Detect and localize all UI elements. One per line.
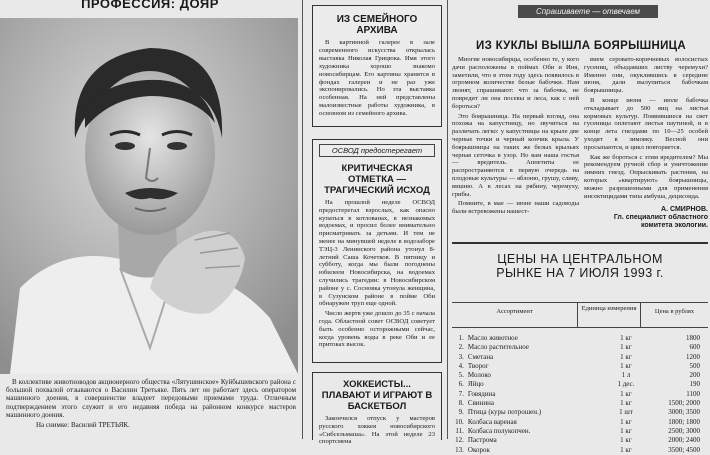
- prices-row-number: 8.: [458, 399, 464, 408]
- photo-caption-text: В коллективе животноводов акционерного общества «Лятушинское» Куйбышевского района с большой похвалой отзываются о Василии Третьяке. Пять лет он работает здесь оператором машинного доения, в совершенстве владеет передовыми приемами труда. Отличным подтверждением этого служит и его недавняя победа на районном конкурсе мастеров машинного доения.: [6, 378, 296, 419]
- prices-row-unit: 1 дес.: [617, 380, 635, 389]
- question-separator: [452, 242, 708, 244]
- column-divider-left: [302, 0, 303, 439]
- prices-row-number: 11.: [455, 426, 464, 435]
- hockey-article: [312, 372, 442, 446]
- prices-row-number: 9.: [458, 408, 464, 417]
- prices-row-price: 1800; 1800: [668, 417, 700, 426]
- prices-row-number: 10.: [455, 417, 464, 426]
- prices-row: [452, 390, 708, 399]
- prices-row-price: 1100: [686, 389, 700, 398]
- prices-row: [452, 418, 708, 427]
- prices-row-item: Говядина: [467, 389, 496, 398]
- prices-row-number: 1.: [458, 334, 464, 342]
- question-author: [584, 206, 708, 230]
- prices-row: [452, 399, 708, 408]
- prices-title: ЦЕНЫ НА ЦЕНТРАЛЬНОМ РЫНКЕ НА 7 ИЮЛЯ 1993 г.: [496, 252, 664, 280]
- prices-row-unit: 1 кг: [620, 352, 632, 361]
- prices-row-price: 2500; 3000: [668, 426, 700, 435]
- prices-row-price: 1200: [686, 352, 700, 361]
- question-left-paragraph-2: Это боярышница. На первый взгляд, она похожа на капустницу, но звучиться на различать легко: у капустницы на крыле две черные точки и черный кончик крыла. У боярышницы на таких же белых крыльях черная сеточка в узор. Но вам наша гостья — вредитель. Аппетиты ее распространяются в первую очередь на плодовые культуры — яблоню, грушу, сливу, вишню. А в лесах на рябину, черемуху, грибы.: [452, 112, 579, 198]
- prices-row: [452, 380, 708, 389]
- prices-row-unit: 1 кг: [620, 389, 632, 398]
- prices-row-number: 12.: [455, 436, 464, 445]
- prices-row-unit: 1 кг: [620, 436, 632, 445]
- osvod-box: [312, 139, 442, 363]
- osvod-paragraph-2: Число жертв уже дошло до 35 с начала года. Областной совет ОСВОД советует быть особенно осторожными сейчас, когда уровень воды в реке Оби и ее притоках высок.: [319, 310, 435, 349]
- prices-row: [452, 408, 708, 417]
- archive-box: [312, 5, 442, 127]
- prices-row-unit: 1 кг: [620, 343, 632, 352]
- question-right-paragraph-3: Как же бороться с этим вредителем? Мы рекомендуем ручной сбор и уничтожение зимних гнезд. Опрыскивать растения, на которых «квартируют» боярышницы, можно разрешенными для применения инсектицидами типа амбуша, децисоида.: [584, 153, 708, 200]
- prices-row-number: 7.: [458, 389, 464, 398]
- prices-row-item: Окорок: [467, 445, 490, 454]
- prices-row-unit: 1 кг: [620, 417, 632, 426]
- prices-row-price: 2000; 2400: [668, 436, 700, 445]
- prices-row-price: 600: [689, 343, 700, 352]
- prices-row-price: 3000; 3500: [668, 408, 700, 417]
- prices-table-frame: [452, 302, 708, 454]
- prices-table-header: [452, 303, 708, 328]
- osvod-title: КРИТИЧЕСКАЯ ОТМЕТКА — ТРАГИЧЕСКИЙ ИСХОД: [324, 163, 430, 196]
- question-left-column: [452, 56, 579, 246]
- prices-row: [452, 446, 708, 455]
- portrait-photo: [0, 18, 298, 374]
- question-left-paragraph-1: Многие новосибирцы, особенно те, у кого дачи расположены в поймах Оби и Иня, заметили, что в этом году здесь появилось в огромном количестве белые бабочки. Нам звонят, спрашивают: что за бабочка, не повредит ли она посевы и леса, как с ней бороться?: [452, 56, 579, 110]
- prices-row: [452, 343, 708, 352]
- question-author-name: А. СМИРНОВ.: [661, 206, 708, 213]
- question-author-title: Гл. специалист областного комитета экологии.: [613, 214, 708, 229]
- question-title: ИЗ КУКЛЫ ВЫШЛА БОЯРЫШНИЦА: [476, 40, 686, 52]
- prices-row-item: Птица (куры потрошен.): [467, 408, 542, 417]
- prices-row-number: 3.: [458, 352, 464, 361]
- prices-header-unit: Единица измерения: [577, 303, 641, 327]
- prices-row-price: 3500; 4500: [668, 445, 700, 454]
- prices-row: [452, 353, 708, 362]
- prices-row-unit: 1 кг: [620, 399, 632, 408]
- prices-row-price: 500: [689, 361, 700, 370]
- photo-caption-credit: На снимке: Василий ТРЕТЬЯК.: [36, 421, 130, 430]
- prices-row-number: 2.: [458, 343, 464, 352]
- prices-row-item: Сметана: [467, 352, 494, 361]
- prices-row: [452, 371, 708, 380]
- prices-row-price: 200: [689, 371, 700, 380]
- prices-row-unit: 1 кг: [620, 445, 632, 454]
- prices-table-body: [452, 334, 708, 455]
- prices-row: [452, 436, 708, 445]
- question-rubric: Спрашиваете — отвечаем: [518, 5, 658, 18]
- column-divider-right: [447, 0, 448, 439]
- prices-row-item: Свинина: [467, 399, 494, 408]
- prices-row-item: Молоко: [467, 371, 491, 380]
- prices-row-number: 4.: [458, 361, 464, 370]
- question-left-paragraph-3: Помните, в мае — июне наши садоводы были встревожены нашест-: [452, 200, 579, 216]
- prices-row-number: 6.: [458, 380, 464, 389]
- prices-row-unit: 1 кг: [620, 361, 632, 370]
- prices-header-assortment: Ассортимент: [496, 308, 533, 315]
- prices-row-number: 5.: [458, 371, 464, 380]
- prices-row-item: Масло животное: [467, 334, 518, 342]
- prices-row: [452, 427, 708, 436]
- hockey-body: Закончился отпуск у мастеров русского хоккея новосибирского «Сибсельмаша». На этой неделе 23 спортсмена: [319, 415, 435, 446]
- prices-row-item: Пастрома: [467, 436, 497, 445]
- hockey-title: ХОККЕИСТЫ... ПЛАВАЮТ И ИГРАЮТ В БАСКЕТБОЛ: [321, 379, 433, 412]
- prices-row: [452, 334, 708, 343]
- prices-row-item: Яйцо: [467, 380, 484, 389]
- prices-row-price: 1800: [686, 334, 700, 342]
- prices-row-item: Колбаса полукопчен.: [467, 426, 531, 435]
- prices-row-unit: 1 кг: [620, 334, 632, 342]
- prices-row-item: Творог: [467, 361, 489, 370]
- archive-body: В картинной галерее в зале современного искусства открылась выставка Николая Грицюка. Имя этого художника хорошо знакомо новосибирцам. Его картины хранятся в фондах галереи и не раз уже экспонировались. Но эта выставка особенная. На ней представлены малоизвестные работы художника, в основном из семейного архива.: [319, 39, 435, 118]
- prices-header-price: Цена в рублях: [654, 308, 695, 315]
- photo-caption: [6, 378, 296, 439]
- portrait-illustration: [0, 18, 298, 374]
- osvod-rubric: ОСВОД предостерегает: [319, 144, 435, 157]
- prices-row-item: Колбаса вареная: [467, 417, 517, 426]
- prices-row-number: 13.: [455, 445, 464, 454]
- profession-title: ПРОФЕССИЯ: ДОЯР: [81, 0, 219, 11]
- prices-row: [452, 362, 708, 371]
- question-right-paragraph-2: В конце июня — июле бабочка откладывает до 500 яиц на листья кормовых культур. Появившиеся на свет гусеницы оплетают листья паутиной, и в конце лета гнездами по 10—25 особей уходят в зимовку. Весной они просыпаются, и цикл повторяется.: [584, 96, 708, 151]
- osvod-paragraph-1: На прошлой неделе ОСВОД предостерегал взрослых, как опасно купаться в котлованах, в незнакомых водоемах, и просил более внимательно присматривать за детьми. И тем не менее на минувшей неделе в водозаборе ТЭЦ-3 Ленинского района утонул 8-летний Саша Кочетков. В пятницу и субботу, когда мы были погоднены юбилеем Новосибирска, на водоемах случились трагедии: в Новосибирском районе у с. Сосновка утонула женщина, в Сузунском районе в пойме Оби обнаружен труп еще одной.: [319, 199, 435, 308]
- prices-row-unit: 1 кг: [620, 426, 632, 435]
- prices-row-unit: 1 шт: [619, 408, 633, 417]
- question-right-paragraph-1: вием серовато-коричневых волосистых гусениц, объедавших листву черемухи? Именно они, окуклившись в середине июня, дали вылупиться бабочкам боярышницы.: [584, 56, 708, 95]
- prices-table: [452, 334, 708, 455]
- prices-row-price: 1500; 2000: [668, 399, 700, 408]
- prices-row-item: Масло растительное: [467, 343, 529, 352]
- prices-row-price: 190: [689, 380, 700, 389]
- prices-row-unit: 1 л: [621, 371, 631, 380]
- archive-title: ИЗ СЕМЕЙНОГО АРХИВА: [336, 14, 418, 36]
